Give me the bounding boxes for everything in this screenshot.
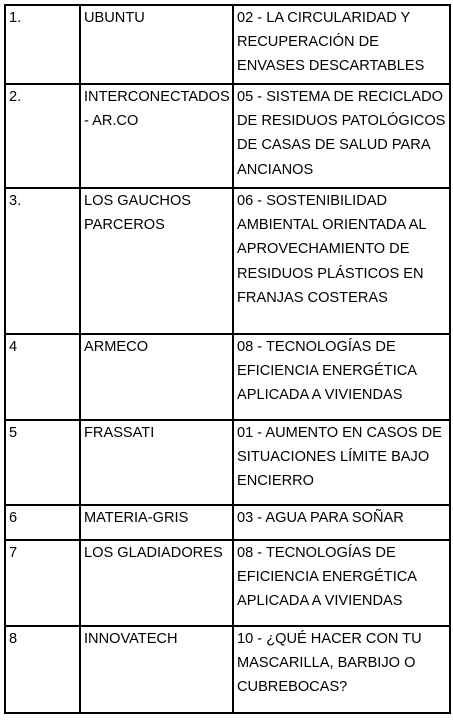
row-number: 4 (5, 334, 80, 420)
table-row (5, 188, 450, 334)
table-row (5, 626, 450, 713)
topic: 08 - TECNOLOGÍAS DE EFICIENCIA ENERGÉTICA APLICADA A VIVIENDAS (233, 540, 450, 626)
row-number: 6 (5, 505, 80, 540)
topic: 05 - SISTEMA DE RECICLADO DE RESIDUOS PATOLÓGICOS DE CASAS DE SALUD PARA ANCIANOS (233, 84, 450, 188)
row-number: 7 (5, 540, 80, 626)
row-number: 8 (5, 626, 80, 713)
teams-table (4, 4, 451, 714)
row-number: 5 (5, 420, 80, 505)
team-name: MATERIA-GRIS (80, 505, 233, 540)
team-name: INTERCONECTADOS - AR.CO (80, 84, 233, 188)
team-name: UBUNTU (80, 5, 233, 84)
topic: 01 - AUMENTO EN CASOS DE SITUACIONES LÍMITE BAJO ENCIERRO (233, 420, 450, 505)
team-name: ARMECO (80, 334, 233, 420)
table-row (5, 540, 450, 626)
table-row (5, 505, 450, 540)
table-row (5, 84, 450, 188)
team-name: FRASSATI (80, 420, 233, 505)
table-row (5, 334, 450, 420)
table-row (5, 420, 450, 505)
row-number: 3. (5, 188, 80, 334)
topic: 08 - TECNOLOGÍAS DE EFICIENCIA ENERGÉTICA APLICADA A VIVIENDAS (233, 334, 450, 420)
row-number: 2. (5, 84, 80, 188)
topic: 02 - LA CIRCULARIDAD Y RECUPERACIÓN DE ENVASES DESCARTABLES (233, 5, 450, 84)
row-number: 1. (5, 5, 80, 84)
topic: 06 - SOSTENIBILIDAD AMBIENTAL ORIENTADA AL APROVECHAMIENTO DE RESIDUOS PLÁSTICOS EN FRANJAS COSTERAS (233, 188, 450, 334)
topic: 10 - ¿QUÉ HACER CON TU MASCARILLA, BARBIJO O CUBREBOCAS? (233, 626, 450, 713)
team-name: INNOVATECH (80, 626, 233, 713)
topic: 03 - AGUA PARA SOÑAR (233, 505, 450, 540)
team-name: LOS GLADIADORES (80, 540, 233, 626)
team-name: LOS GAUCHOS PARCEROS (80, 188, 233, 334)
table-row (5, 5, 450, 84)
